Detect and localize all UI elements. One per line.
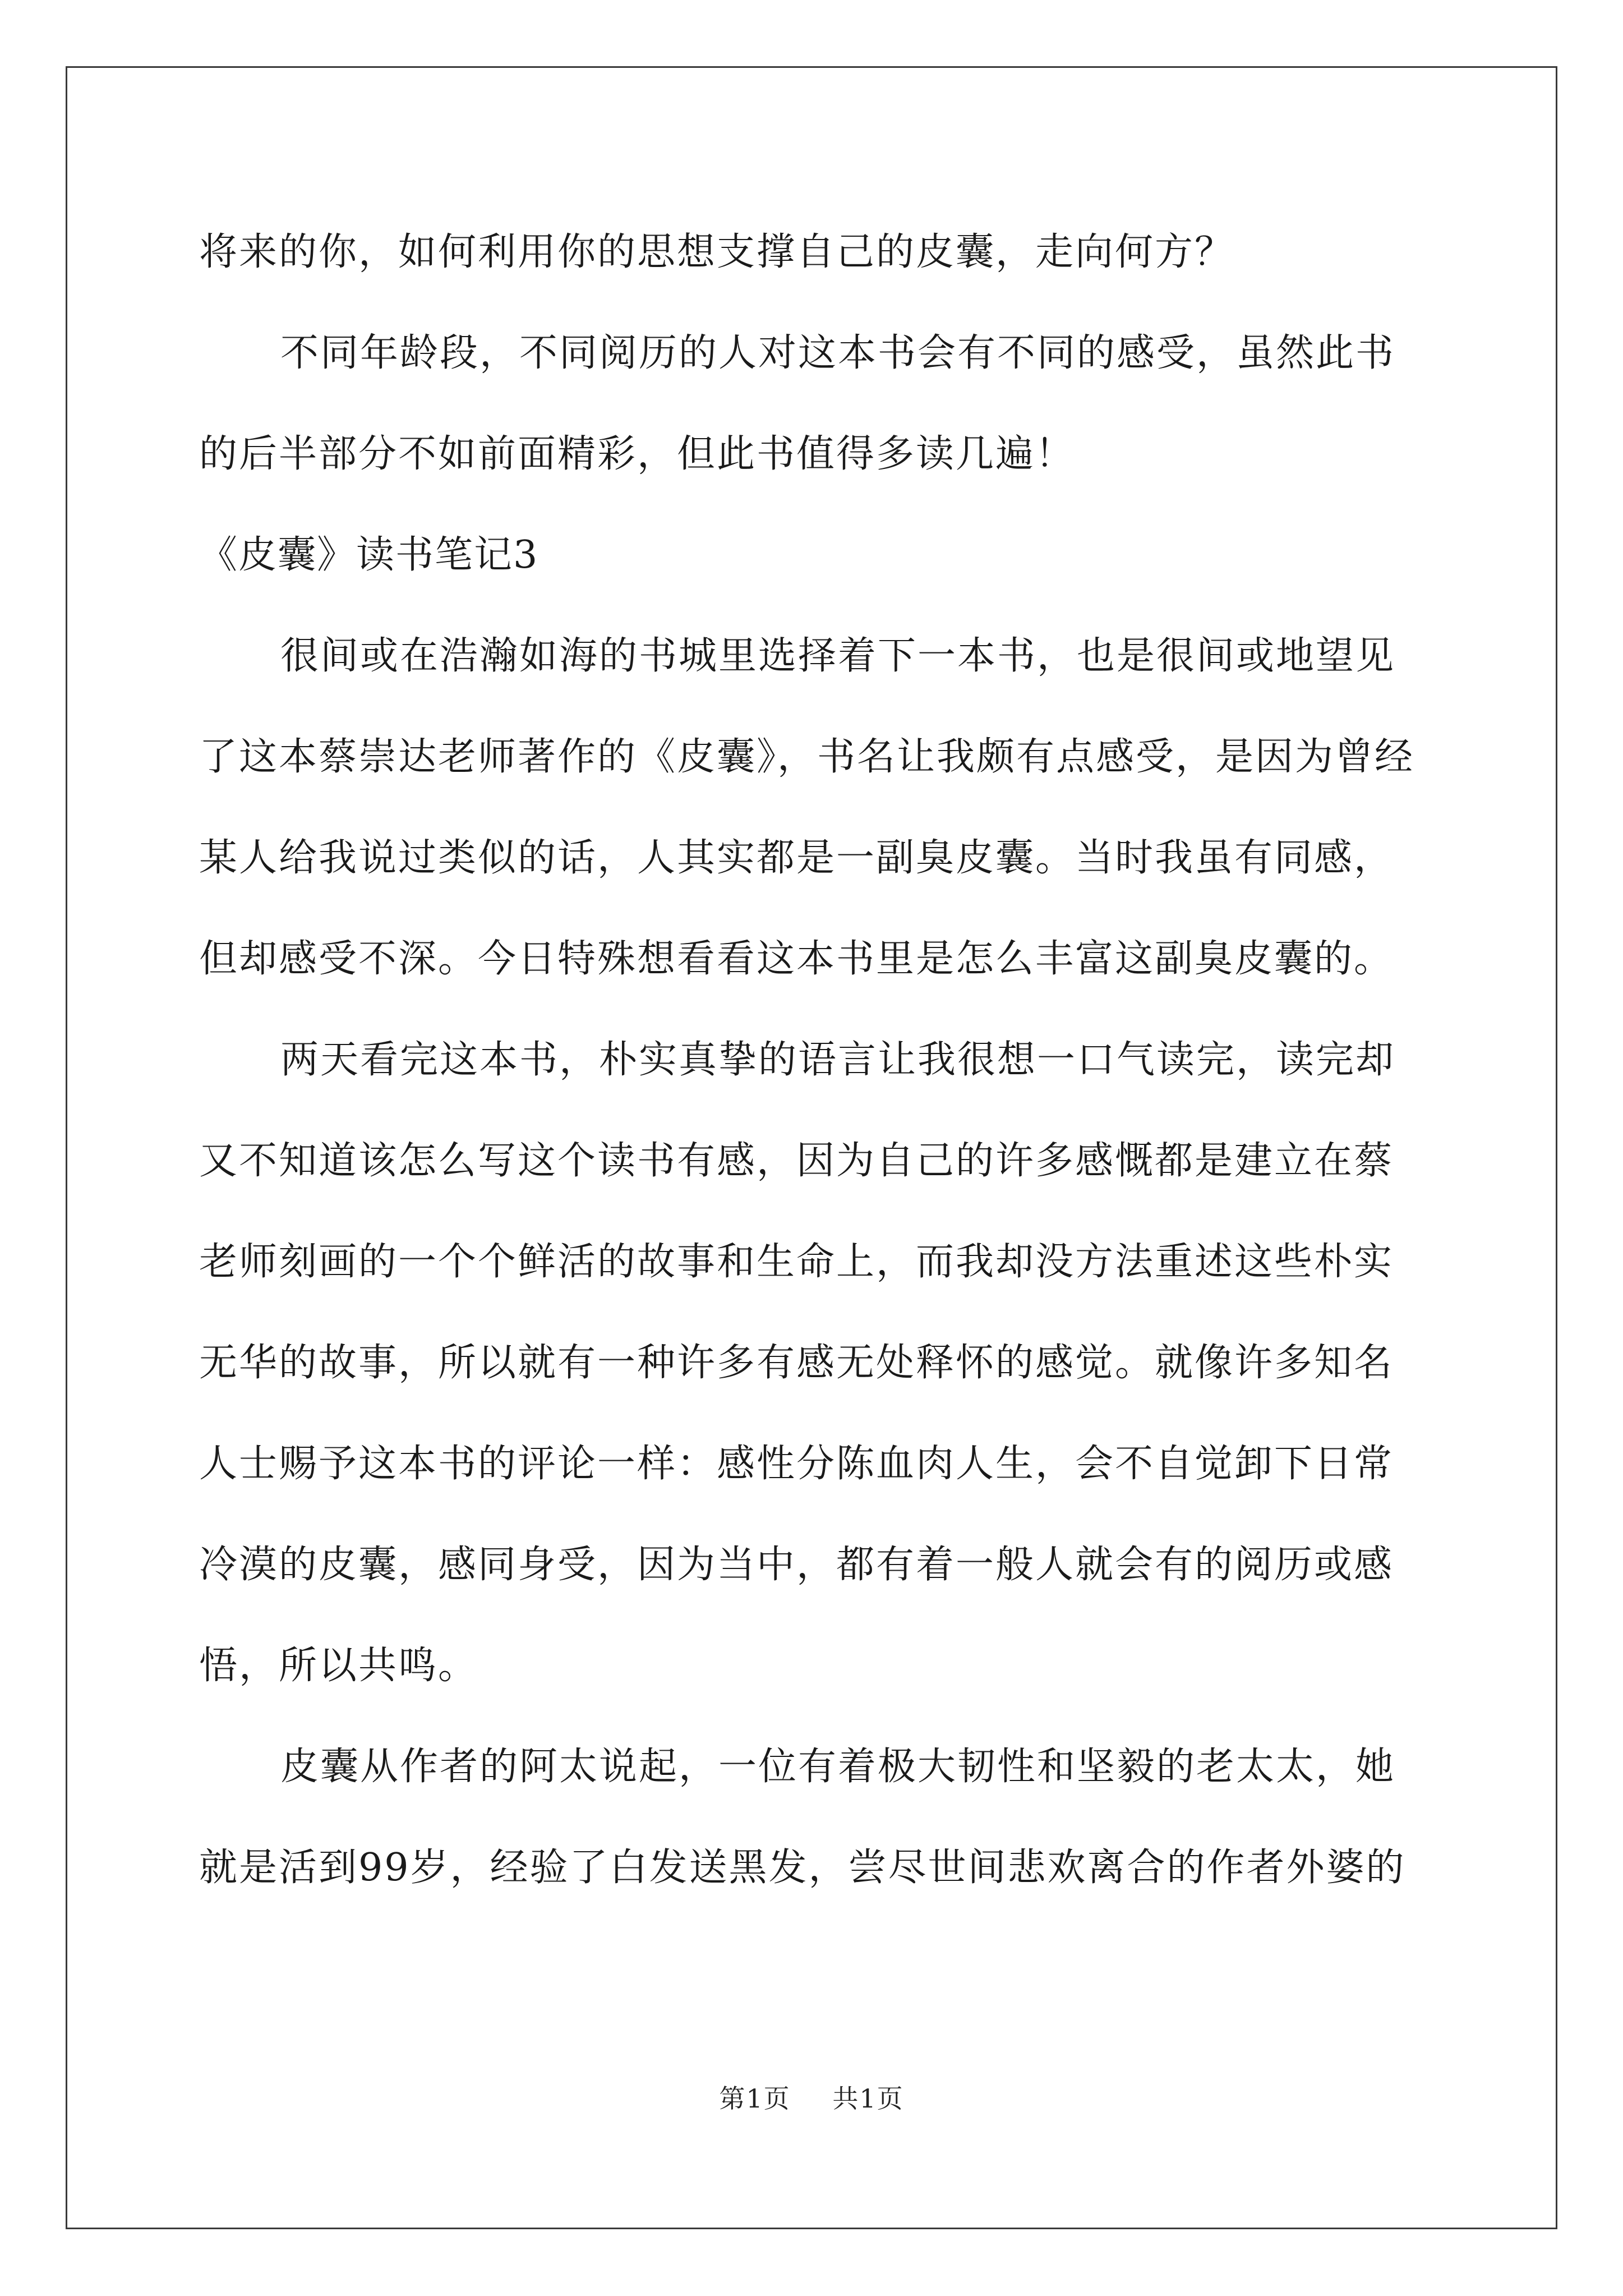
- text-line: 很间或在浩瀚如海的书城里选择着下一本书，也是很间或地望见: [280, 634, 1396, 678]
- text-line: 冷漠的皮囊，感同身受，因为当中，都有着一般人就会有的阅历或感: [199, 1543, 1394, 1587]
- text-line: 两天看完这本书，朴实真挚的语言让我很想一口气读完，读完却: [280, 1038, 1396, 1082]
- text-line: 皮囊从作者的阿太说起，一位有着极大韧性和坚毅的老太太，她: [280, 1745, 1396, 1789]
- document-body: [199, 210, 1427, 1927]
- section-heading: 《皮囊》读书笔记3: [199, 533, 539, 577]
- page-total: 共1页: [832, 2083, 904, 2114]
- page-footer: [0, 2078, 1623, 2115]
- text-line: 又不知道该怎么写这个读书有感，因为自己的许多感慨都是建立在蔡: [199, 1139, 1394, 1183]
- text-line: 了这本蔡崇达老师著作的《皮囊》，书名让我颇有点感受，是因为曾经: [199, 735, 1415, 779]
- text-line: 将来的你，如何利用你的思想支撑自己的皮囊，走向何方？: [199, 230, 1235, 274]
- text-line: 人士赐予这本书的评论一样：感性分陈血肉人生，会不自觉卸下日常: [199, 1442, 1394, 1486]
- text-line: 无华的故事，所以就有一种许多有感无处释怀的感觉。就像许多知名: [199, 1341, 1394, 1385]
- text-line: 悟，所以共鸣。: [199, 1644, 478, 1688]
- page-number: 第1页: [719, 2083, 791, 2114]
- text-line: 某人给我说过类似的话，人其实都是一副臭皮囊。当时我虽有同感，: [199, 836, 1394, 880]
- text-line: 的后半部分不如前面精彩，但此书值得多读几遍！: [199, 432, 1076, 476]
- text-line: 不同年龄段，不同阅历的人对这本书会有不同的感受，虽然此书: [280, 331, 1396, 375]
- text-line: 但却感受不深。今日特殊想看看这本书里是怎么丰富这副臭皮囊的。: [199, 937, 1394, 981]
- text-line: 就是活到99岁，经验了白发送黑发，尝尽世间悲欢离合的作者外婆的: [199, 1846, 1406, 1890]
- text-line: 老师刻画的一个个鲜活的故事和生命上，而我却没方法重述这些朴实: [199, 1240, 1394, 1284]
